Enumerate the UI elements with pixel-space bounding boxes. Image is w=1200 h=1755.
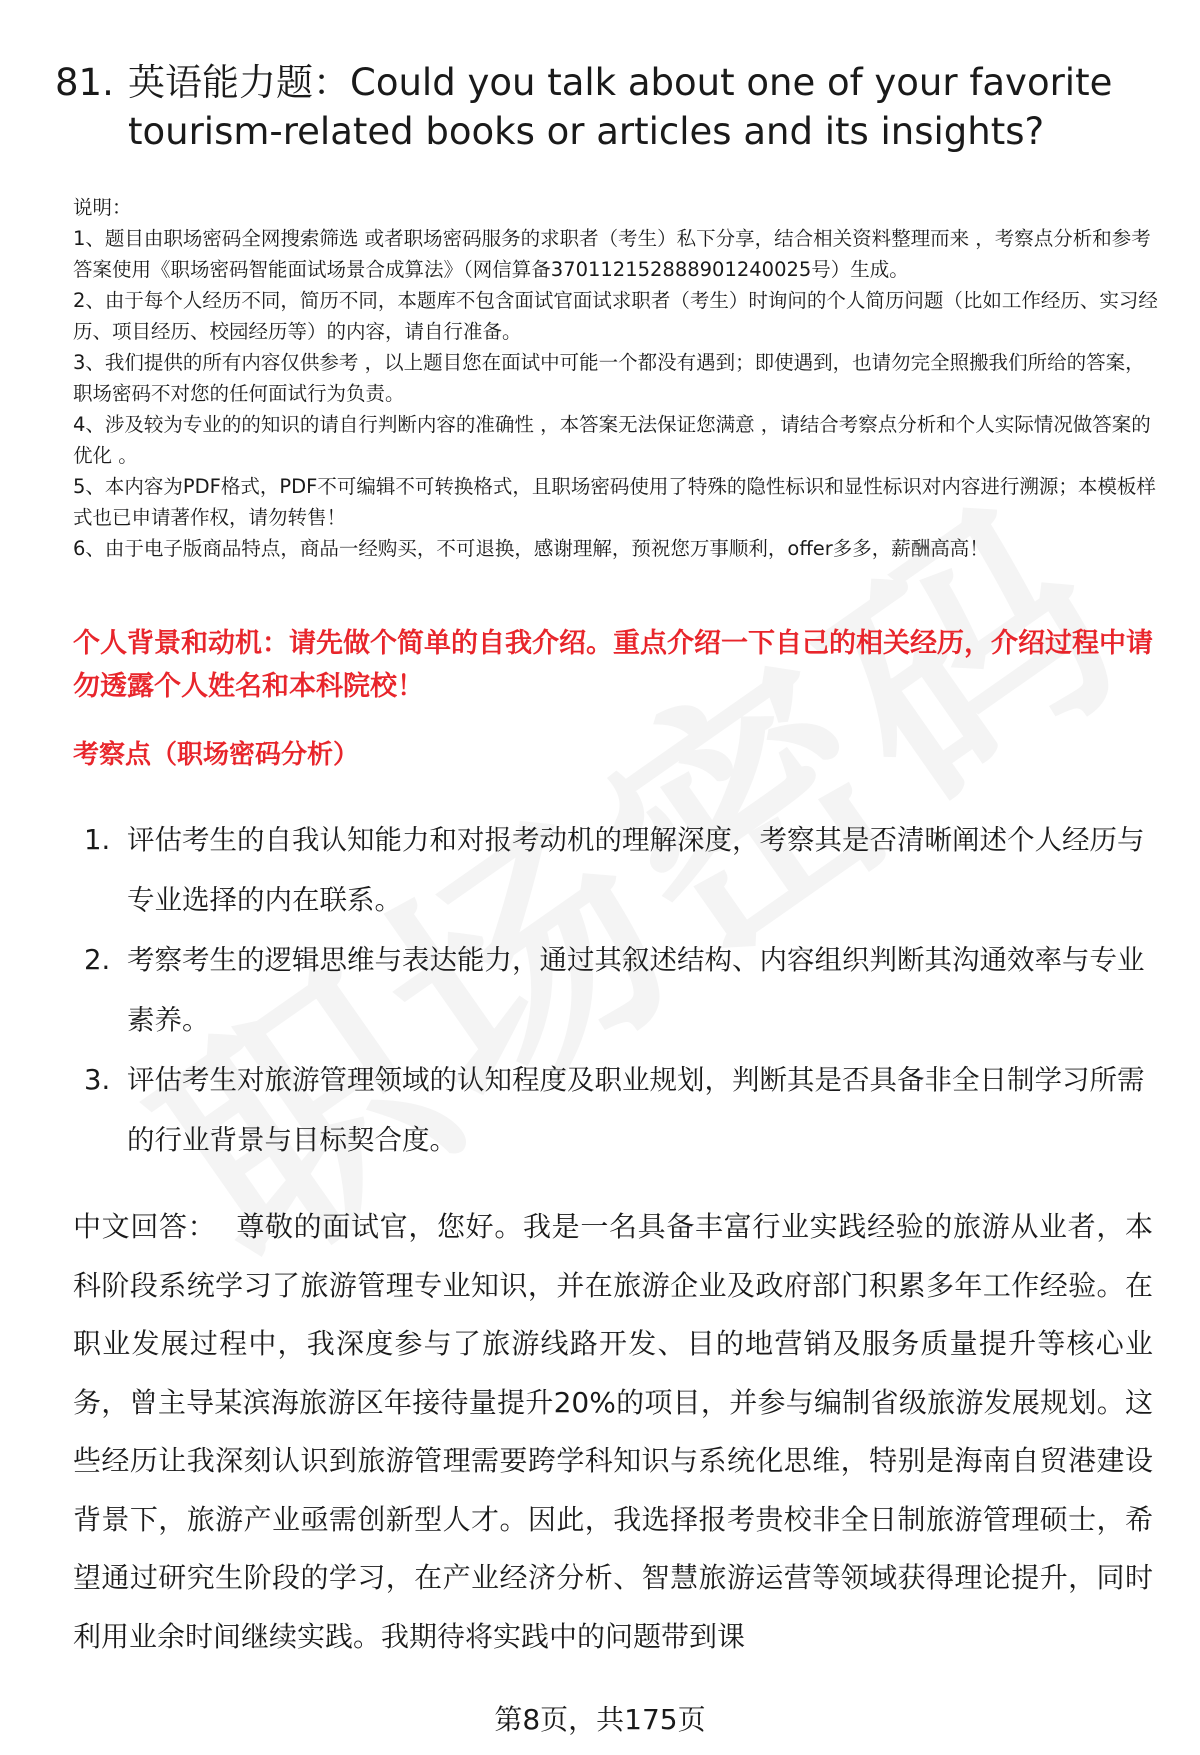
chinese-answer bbox=[73, 1198, 1153, 1666]
list-item bbox=[78, 930, 1153, 1050]
notes-section bbox=[73, 192, 1158, 564]
notes-item: 5、本内容为PDF格式，PDF不可编辑不可转换格式，且职场密码使用了特殊的隐性标识和显性标识对内容进行溯源；本模板样式也已申请著作权，请勿转售！ bbox=[73, 475, 1156, 529]
answer-text: 尊敬的面试官，您好。我是一名具备丰富行业实践经验的旅游从业者，本科阶段系统学习了旅游管理专业知识，并在旅游企业及政府部门积累多年工作经验。在职业发展过程中，我深度参与了旅游线路开发、目的地营销及服务质量提升等核心业务，曾主导某滨海旅游区年接待量提升20%的项目，并参与编制省级旅游发展规划。这些经历让我深刻认识到旅游管理需要跨学科知识与系统化思维，特别是海南自贸港建设背景下，旅游产业亟需创新型人才。因此，我选择报考贵校非全日制旅游管理硕士，希望通过研究生阶段的学习，在产业经济分析、智慧旅游运营等领域获得理论提升，同时利用业余时间继续实践。我期待将实践中的问题带到课 bbox=[73, 1210, 1153, 1653]
question-title bbox=[55, 58, 1155, 156]
notes-item: 4、涉及较为专业的的知识的请自行判断内容的准确性 ，本答案无法保证您满意 ，请结合考察点分析和个人实际情况做答案的优化 。 bbox=[73, 413, 1151, 467]
list-item bbox=[78, 810, 1153, 930]
notes-item: 6、由于电子版商品特点，商品一经购买，不可退换，感谢理解，预祝您万事顺利，offer多多，薪酬高高！ bbox=[73, 537, 989, 560]
notes-item: 2、由于每个人经历不同，简历不同，本题库不包含面试官面试求职者（考生）时询问的个人简历问题（比如工作经历、实习经历、项目经历、校园经历等）的内容，请自行准备。 bbox=[73, 289, 1158, 343]
list-item-text: 考察考生的逻辑思维与表达能力，通过其叙述结构、内容组织判断其沟通效率与专业素养。 bbox=[127, 944, 1145, 1036]
question-number: 81. bbox=[55, 61, 114, 104]
answer-label: 中文回答： bbox=[73, 1210, 217, 1243]
list-item-number: 2. bbox=[84, 944, 111, 976]
list-item bbox=[78, 1050, 1153, 1170]
list-item-number: 1. bbox=[84, 824, 111, 856]
question-text: 英语能力题：Could you talk about one of your favorite tourism-related books or articles and its insights? bbox=[128, 61, 1113, 153]
analysis-heading: 考察点（职场密码分析） bbox=[73, 740, 360, 770]
list-item-text: 评估考生的自我认知能力和对报考动机的理解深度，考察其是否清晰阐述个人经历与专业选择的内在联系。 bbox=[127, 824, 1145, 916]
list-item-number: 3. bbox=[84, 1064, 111, 1096]
page-footer: 第8页，共175页 bbox=[494, 1703, 706, 1736]
notes-item: 3、我们提供的所有内容仅供参考 ，以上题目您在面试中可能一个都没有遇到；即使遇到，也请勿完全照搬我们所给的答案，职场密码不对您的任何面试行为负责。 bbox=[73, 351, 1145, 405]
notes-heading: 说明： bbox=[73, 196, 132, 219]
list-item-text: 评估考生对旅游管理领域的认知程度及职业规划，判断其是否具备非全日制学习所需的行业背景与目标契合度。 bbox=[127, 1064, 1145, 1156]
background-heading: 个人背景和动机：请先做个简单的自我介绍。重点介绍一下自己的相关经历，介绍过程中请勿透露个人姓名和本科院校！ bbox=[73, 628, 1153, 702]
notes-item: 1、题目由职场密码全网搜索筛选 或者职场密码服务的求职者（考生）私下分享，结合相关资料整理而来 ，考察点分析和参考答案使用《职场密码智能面试场景合成算法》（网信算备370112152888901240025号）生成。 bbox=[73, 227, 1151, 281]
analysis-points bbox=[78, 810, 1153, 1170]
